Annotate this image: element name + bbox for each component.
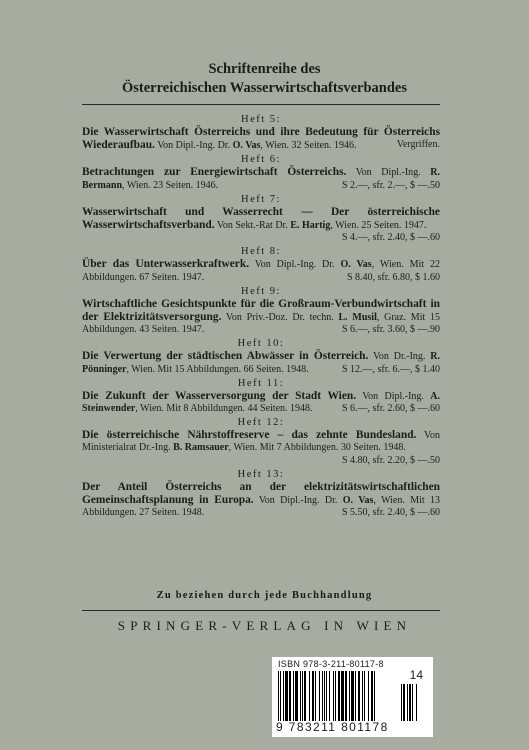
price: S 2.—, sfr. 2.—, $ —.50	[341, 179, 440, 191]
series-title-line-1: Schriftenreihe des	[208, 61, 321, 77]
author-name: L. Musil	[338, 312, 377, 324]
publisher-name: SPRINGER-VERLAG IN WIEN	[117, 618, 412, 633]
publication-title: Die Verwertung der städtischen Abwässer in Österreich.	[82, 350, 369, 363]
price: S 8.40, sfr. 6.80, $ 1.60	[346, 271, 440, 283]
barcode-bars	[278, 671, 396, 721]
publication-details: , Wien. Mit 7 Abbildungen. 30 Seiten. 1948.	[228, 442, 406, 454]
isbn-label: ISBN 978-3-211-80117-8	[278, 659, 384, 669]
price: S 12.—, sfr. 6.—, $ 1.40	[341, 363, 440, 375]
top-divider	[82, 104, 440, 105]
author-prefix: Von Priv.-Doz. Dr. techn.	[221, 312, 339, 324]
publication-details: , Wien. Mit 22 Abbildungen. 67 Seiten. 1947.	[82, 259, 440, 283]
publication-title: Der Anteil Österreichs an der elektrizitätswirtschaftlichen Gemeinschaftsplanung in Europa.	[82, 480, 440, 507]
heft-number: Heft 12:	[237, 417, 285, 429]
heft-number: Heft 11:	[237, 377, 285, 389]
price: S 5.50, sfr. 2.40, $ —.60	[341, 507, 440, 519]
publication-title: Die Zukunft der Wasserversorgung der Stadt Wien.	[82, 389, 357, 402]
publication-details: , Wien. Mit 8 Abbildungen. 44 Seiten. 1948.	[135, 403, 313, 415]
publication-entry	[82, 258, 440, 283]
availability-note: Zu beziehen durch jede Buchhandlung	[156, 590, 373, 601]
publication-details: , Wien. 32 Seiten. 1946.	[260, 140, 357, 152]
series-title-line-2: Österreichischen Wasserwirtschaftsverbandes	[121, 80, 407, 96]
author-name: O. Vas	[340, 259, 372, 271]
isbn-barcode	[272, 657, 433, 737]
publication-entry	[82, 298, 440, 337]
author-name: R. Pönninger	[82, 351, 440, 375]
publication-entry	[82, 429, 440, 467]
heft-number: Heft 13:	[237, 468, 285, 480]
author-name: A. Steinwender	[82, 390, 440, 415]
publication-entry	[82, 206, 440, 245]
publication-entry	[82, 481, 440, 520]
series-title	[0, 60, 529, 98]
heft-number: Heft 9:	[241, 285, 281, 297]
price: S 4.—, sfr. 2.40, $ —.60	[341, 232, 440, 244]
publication-title: Die österreichische Nährstoffreserve – das zehnte Bundesland.	[82, 429, 417, 442]
publication-entry	[82, 166, 440, 191]
publication-details: , Wien. Mit 13 Abbildungen. 27 Seiten. 1948.	[82, 495, 440, 519]
publication-entry	[82, 126, 440, 152]
barcode-addon-bars	[401, 684, 425, 721]
publication-entry	[82, 350, 440, 375]
publication-title: Betrachtungen zur Energiewirtschaft Österreichs.	[82, 166, 347, 179]
barcode-addon-number: 14	[409, 668, 423, 682]
heft-number: Heft 6:	[241, 154, 281, 166]
price: S 6.—, sfr. 3.60, $ —.90	[341, 324, 440, 336]
author-prefix: Von Ministerialrat Dr.-Ing.	[82, 430, 440, 454]
publication-list	[82, 112, 440, 519]
heft-number: Heft 7:	[241, 193, 281, 205]
price: Vergriffen.	[396, 139, 440, 151]
barcode-digits: 9 783211 801178	[276, 720, 389, 734]
publication-entry	[82, 390, 440, 415]
author-name: B. Ramsauer	[173, 442, 229, 454]
price: S 4.80, sfr. 2.20, $ —.50	[341, 454, 440, 466]
publication-title: Über das Unterwasserkraftwerk.	[82, 258, 250, 271]
publication-details: , Graz. Mit 15 Abbildungen. 43 Seiten. 1947.	[82, 312, 440, 336]
publication-title: Wirtschaftliche Gesichtspunkte für die Großraum-Verbundwirtschaft in der Elektrizitätsversorgung.	[82, 297, 440, 324]
bottom-divider	[82, 610, 440, 611]
author-name: R. Bermann	[82, 167, 440, 191]
publication-title: Wasserwirtschaft und Wasserrecht — Der österreichische Wasserwirtschaftsverband.	[82, 205, 440, 232]
author-prefix: Von Dipl.-Ing.	[346, 167, 431, 179]
heft-number: Heft 8:	[241, 246, 281, 258]
heft-number: Heft 5:	[241, 114, 281, 125]
author-name: O. Vas	[342, 495, 374, 507]
author-prefix: Von Dipl.-Ing.	[356, 390, 431, 402]
publication-details: , Wien. 23 Seiten. 1946.	[122, 179, 219, 191]
author-prefix: Von Dr.-Ing.	[368, 351, 431, 363]
publication-details: , Wien. 25 Seiten. 1947.	[330, 220, 427, 232]
price: S 6.—, sfr. 2.60, $ —.60	[341, 403, 440, 415]
heft-number: Heft 10:	[237, 338, 285, 350]
author-prefix: Von Dipl.-Ing. Dr.	[253, 495, 343, 507]
author-prefix: Von Dipl.-Ing. Dr.	[154, 140, 233, 152]
author-name: E. Hartig	[290, 220, 331, 232]
publication-details: , Wien. Mit 15 Abbildungen. 66 Seiten. 1948.	[126, 363, 309, 375]
author-prefix: Von Sekt.-Rat Dr.	[214, 220, 291, 232]
publication-title: Die Wasserwirtschaft Österreichs und ihre Bedeutung für Österreichs Wiederaufbau.	[82, 126, 440, 152]
author-prefix: Von Dipl.-Ing. Dr.	[249, 259, 341, 271]
author-name: O. Vas	[232, 140, 261, 152]
